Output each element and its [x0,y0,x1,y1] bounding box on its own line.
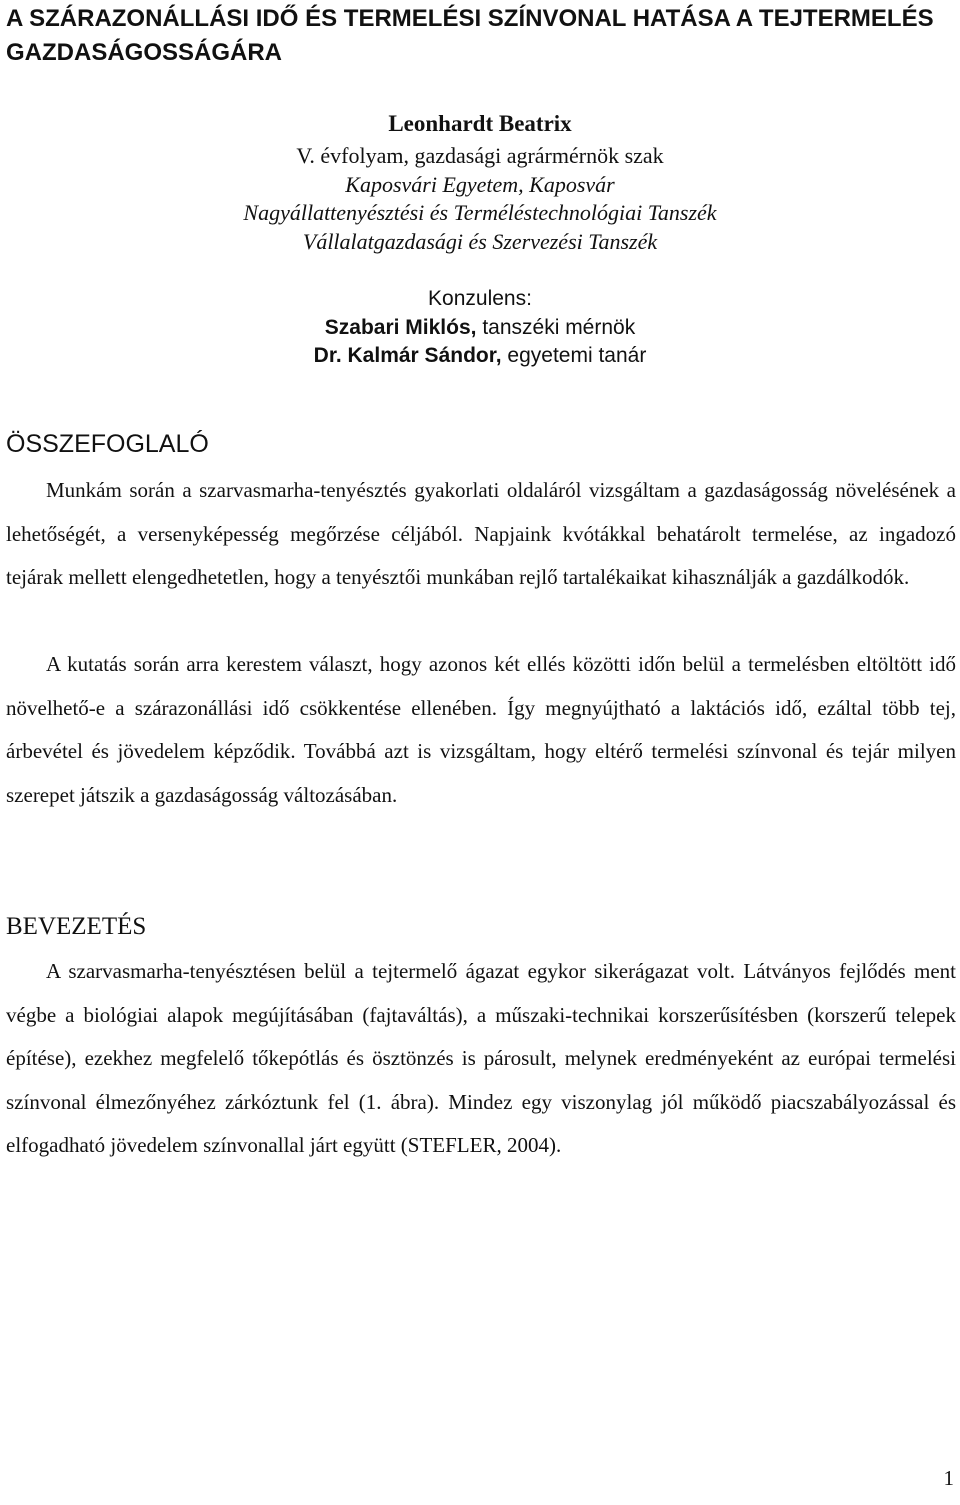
summary-heading: ÖSSZEFOGLALÓ [6,430,209,458]
consultant-label: Konzulens: [428,287,532,310]
affiliation-line-4: Vállalatgazdasági és Szervezési Tanszék [302,229,658,254]
author-name: Leonhardt Beatrix [388,111,572,136]
affiliation-line-1: V. évfolyam, gazdasági agrármérnök szak [296,143,664,168]
consultant-1-name: Szabari Miklós, [324,316,477,339]
paper-title: A SZÁRAZONÁLLÁSI IDŐ ÉS TERMELÉSI SZÍNVONAL HATÁSA A TEJTERMELÉS GAZDASÁGOSSÁGÁRA [6,5,934,66]
summary-paragraph-1: Munkám során a szarvasmarha-tenyésztés gyakorlati oldaláról vizsgáltam a gazdaságosság növelésének a lehetőségét, a versenyképesség megőrzése céljából. Napjaink kvótákkal behatárolt termelése, az ingadozó tejárak mellett elengedhetetlen, hogy a tenyésztői munkában rejlő tartalékaikat kihasználják a gazdálkodók. [6,478,956,590]
affiliation-line-3: Nagyállattenyésztési és Terméléstechnológiai Tanszék [243,200,717,225]
consultant-1-role: tanszéki mérnök [476,316,636,339]
consultant-2-name: Dr. Kalmár Sándor, [313,344,502,367]
intro-paragraph-1: A szarvasmarha-tenyésztésen belül a tejtermelő ágazat egykor sikerágazat volt. Látványos fejlődés ment végbe a biológiai alapok megújításában (fajtaváltás), a műszaki-technikai korszerűsítésben (korszerű telepek építése), ezekhez megfelelő tőkepótlás és ösztönzés is párosult, melynek eredményeként az európai termelési színvonal élmezőnyéhez zárkóztunk fel (1. ábra). Mindez egy viszonylag jól működő piacszabályozással és elfogadható jövedelem színvonallal járt együtt (STEFLER, 2004). [6,959,956,1158]
consultant-2-role: egyetemi tanár [501,344,647,367]
consultant-1 [0,314,960,342]
consultant-2 [0,342,960,370]
page-number: 1 [943,1466,954,1490]
intro-heading: BEVEZETÉS [6,913,147,940]
affiliation-line-2: Kaposvári Egyetem, Kaposvár [345,172,615,197]
summary-paragraph-2: A kutatás során arra kerestem választ, hogy azonos két ellés közötti időn belül a termelésben eltöltött idő növelhető-e a szárazonállási idő csökkentése ellenében. Így megnyújtható a laktációs idő, ezáltal több tej, árbevétel és jövedelem képződik. Továbbá azt is vizsgáltam, hogy eltérő termelési színvonal és tejár milyen szerepet játszik a gazdaságosság változásában. [6,652,956,807]
